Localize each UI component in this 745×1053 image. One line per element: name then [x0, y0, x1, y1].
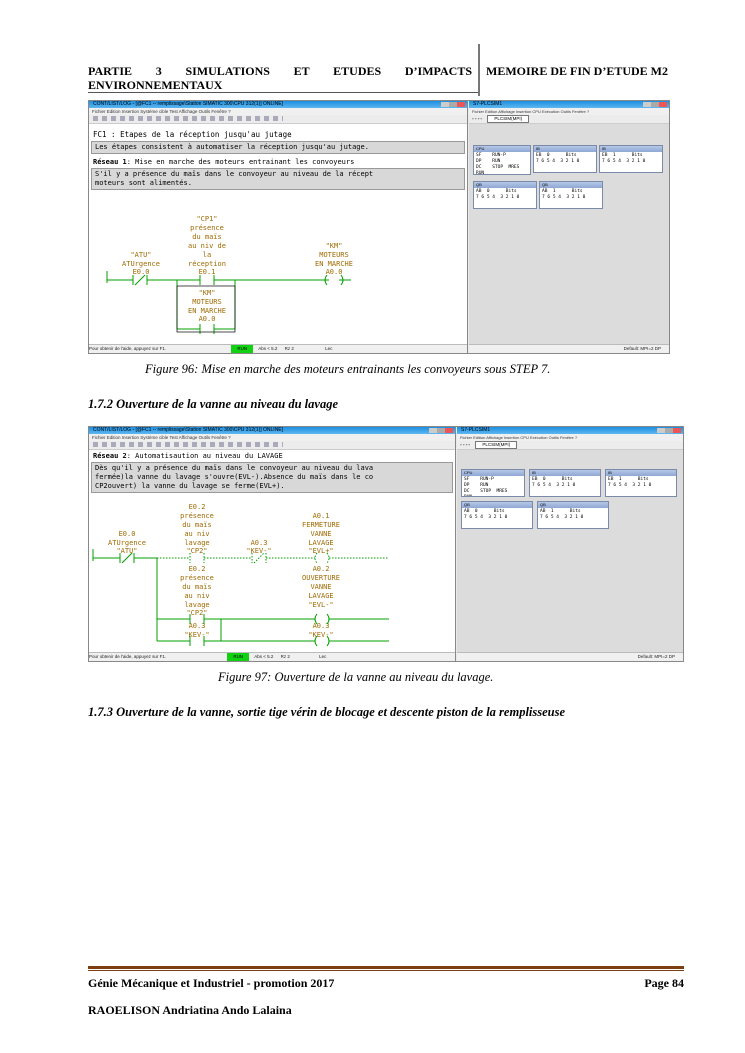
status-run: RUN: [227, 653, 249, 661]
coil1-address: A0.1: [312, 512, 330, 520]
plcsim-title-bar: [457, 427, 683, 434]
cpu-panel-body[interactable]: SF RUN-P DP RUN DC STOP MRES RUN: [476, 153, 520, 175]
coil1-comment-3: LAVAGE: [308, 539, 334, 547]
qb0-panel[interactable]: [461, 501, 533, 529]
atu-address: E0.0: [132, 268, 150, 276]
window-controls[interactable]: [657, 428, 681, 433]
plcsim-connection-select[interactable]: PLCSIM(MPI): [487, 115, 529, 123]
atu-symbol: "ATU": [130, 251, 152, 259]
network-header: [89, 450, 455, 460]
ladder-network-1: [89, 213, 467, 343]
cp2b-comment-4: lavage: [184, 601, 210, 609]
fc-title: FC1 : Etapes de la réception jusqu'au jutage: [93, 130, 292, 139]
plcsim-title: S7-PLCSIM1: [473, 101, 503, 107]
cp1-comment-3: au niv de: [188, 242, 226, 250]
coil2-address: A0.2: [312, 565, 330, 573]
status-run: RUN: [231, 345, 253, 353]
plcsim-status-bar: [469, 344, 669, 353]
qb0-panel-body[interactable]: AB 0 Bits 7 6 5 4 3 2 1 0: [476, 189, 520, 200]
editor-toolbar[interactable]: [89, 441, 455, 450]
cp1-comment-5: réception: [188, 260, 226, 268]
qb0-panel[interactable]: [473, 181, 537, 209]
cpu-panel-title: CPU: [462, 470, 524, 476]
ladder-network-2: [89, 501, 455, 651]
ib1-panel-body[interactable]: EB 1 Bits 7 6 5 4 3 2 1 0: [602, 153, 646, 164]
ib0-panel-body[interactable]: EB 0 Bits 7 6 5 4 3 2 1 0: [532, 477, 576, 488]
section-heading-1-7-3: 1.7.3 Ouverture de la vanne, sortie tige vérin de blocage et descente piston de la remplisseuse: [88, 705, 566, 719]
coil3-address: A0.3: [312, 622, 330, 630]
cpu-panel-title: CPU: [474, 146, 530, 152]
plcsim-menu-bar[interactable]: Fichier Edition Affichage Insertion CPU Exécution Outils Fenêtre ?: [469, 108, 669, 115]
network-label: Réseau: [93, 452, 119, 460]
coil1-comment-1: FERMETURE: [302, 521, 340, 529]
cp1-comment-1: présence: [190, 224, 224, 232]
coil3-symbol: "KEV-": [308, 631, 334, 639]
ladder-diagram: [89, 213, 467, 343]
window-controls[interactable]: [643, 102, 667, 107]
qb1-panel-title: QB: [540, 182, 602, 188]
header-part-title: PARTIE 3 SIMULATIONS ET ETUDES D’IMPACTS: [88, 64, 472, 78]
ib1-panel-title: IB: [606, 470, 676, 476]
qb0-panel-body[interactable]: AB 0 Bits 7 6 5 4 3 2 1 0: [464, 509, 508, 520]
qb1-panel-body[interactable]: AB 1 Bits 7 6 5 4 3 2 1 0: [542, 189, 586, 200]
editor-title-bar: [89, 427, 455, 434]
km-contact-comment-1: MOTEURS: [192, 298, 222, 306]
atu-contact-slash: [135, 275, 145, 285]
cp2a-comment-2: du maïs: [182, 521, 212, 529]
status-hint: Pour obtenir de l'aide, appuyez sur F1.: [89, 654, 167, 659]
cp2b-comment-1: présence: [180, 574, 214, 582]
atu-comment: ATUrgence: [108, 539, 146, 547]
qb1-panel[interactable]: [539, 181, 603, 209]
editor-title: CONT/LIST/LOG - [@FC1 -- remplissage\Station SIMATIC 300\CPU 312(1)] ONLINE]: [93, 427, 284, 433]
coil2-symbol: "EVL-": [308, 601, 334, 609]
cpu-panel[interactable]: [461, 469, 525, 497]
running-header-left: [88, 64, 472, 92]
window-controls[interactable]: [441, 102, 465, 107]
running-header-right: MEMOIRE DE FIN D’ETUDE M2: [486, 64, 668, 78]
plcsim-menu-bar[interactable]: Fichier Edition Affichage Insertion CPU Exécution Outils Fenêtre ?: [457, 434, 683, 441]
footer-rule-thin: [88, 970, 684, 971]
cp1-address: E0.1: [198, 268, 216, 276]
figure-96-screenshot: [88, 100, 670, 354]
plcsim-title-bar: [469, 101, 669, 108]
atu-symbol: "ATU": [116, 547, 138, 555]
network-comment[interactable]: Dès qu'il y a présence du maïs dans le convoyeur au niveau du lava fermée)la vanne du lavage s'ouvre(EVL-).Absence du maïs dans le co CP2ouvert) la vanne du lavage se ferme(EVL+).: [91, 462, 453, 493]
ib0-panel[interactable]: [533, 145, 597, 173]
editor-status-bar: [89, 344, 467, 353]
ib1-panel-body[interactable]: EB 1 Bits 7 6 5 4 3 2 1 0: [608, 477, 652, 488]
plcsim-status-default: Default: MPI=2 DP: [623, 346, 661, 351]
ib0-panel-title: IB: [534, 146, 596, 152]
network-label: Réseau: [93, 158, 119, 166]
coil2-comment-2: VANNE: [310, 583, 332, 591]
cp2a-symbol: "CP2": [186, 547, 208, 555]
plcsim-title: S7-PLCSIM1: [461, 427, 491, 433]
editor-title: CONT/LIST/LOG - [@FC1 -- remplissage\Station SIMATIC 300\CPU 312(1)] ONLINE]: [93, 101, 284, 107]
footer-author: RAOELISON Andriatina Ando Lalaina: [88, 1003, 292, 1017]
qb1-panel[interactable]: [537, 501, 609, 529]
atu-comment: ATUrgence: [122, 260, 160, 268]
cpu-panel[interactable]: [473, 145, 531, 175]
header-part-title-line2: ENVIRONNEMENTAUX: [88, 78, 223, 92]
coil1-comment-2: VANNE: [310, 530, 332, 538]
network-header: [89, 154, 467, 166]
plcsim-window: [469, 101, 669, 353]
ladder-diagram: [89, 501, 455, 651]
cp1-comment-4: la: [202, 251, 212, 259]
cp2b-symbol: "CP2": [186, 609, 208, 617]
qb0-panel-title: QB: [462, 502, 532, 508]
header-rule: [88, 92, 478, 93]
km-coil-symbol: "KM": [325, 242, 343, 250]
status-rz: Rz 2: [280, 654, 290, 659]
km-coil-address: A0.0: [325, 268, 343, 276]
cp1-comment-2: du maïs: [192, 233, 222, 241]
atu-address: E0.0: [118, 530, 136, 538]
step7-editor-window: [89, 427, 456, 661]
status-mode: Lec: [325, 346, 333, 351]
coil2-comment-3: LAVAGE: [308, 592, 334, 600]
footer-page-number: Page 84: [644, 976, 684, 990]
editor-menu-bar[interactable]: Fichier Edition Insertion Système cible Test Affichage Outils Fenêtre ?: [89, 108, 467, 115]
cp2b-comment-3: au niv: [184, 592, 210, 600]
coil1-symbol: "EVL+": [308, 547, 334, 555]
status-abs: Abs < 5.2: [258, 346, 278, 351]
km-coil-comment-1: MOTEURS: [319, 251, 349, 259]
step7-editor-window: [89, 101, 468, 353]
kev-nc-address: A0.3: [250, 539, 268, 547]
cp2a-comment-3: au niv: [184, 530, 210, 538]
status-mode: Lec: [319, 654, 327, 659]
network-number: 2: [122, 452, 127, 460]
cp2b-comment-2: du maïs: [182, 583, 212, 591]
editor-toolbar[interactable]: [89, 115, 467, 124]
section-heading-1-7-2: 1.7.2 Ouverture de la vanne au niveau du lavage: [88, 397, 338, 411]
figure-96-caption: Figure 96: Mise en marche des moteurs entrainants les convoyeurs sous STEP 7.: [145, 362, 551, 376]
qb0-panel-title: QB: [474, 182, 536, 188]
ib1-panel[interactable]: [605, 469, 677, 497]
window-controls[interactable]: [429, 428, 453, 433]
qb1-panel-body[interactable]: AB 1 Bits 7 6 5 4 3 2 1 0: [540, 509, 584, 520]
km-contact-comment-2: EN MARCHE: [188, 307, 226, 315]
km-coil-comment-2: EN MARCHE: [315, 260, 353, 268]
status-rz: Rz 2: [284, 346, 294, 351]
ib0-panel[interactable]: [529, 469, 601, 497]
kev-no-address: A0.3: [188, 622, 206, 630]
ib0-panel-body[interactable]: EB 0 Bits 7 6 5 4 3 2 1 0: [536, 153, 580, 164]
cp2a-comment-1: présence: [180, 512, 214, 520]
cp1-symbol: "CP1": [196, 215, 218, 223]
km-contact-symbol: "KM": [198, 289, 216, 297]
km-contact-address: A0.0: [198, 315, 216, 323]
cp2a-address: E0.2: [188, 503, 206, 511]
ib0-panel-title: IB: [530, 470, 600, 476]
footer-rule-thick: [88, 966, 684, 969]
toolbar-icons: ▫ ▫ ▫ ▫: [472, 116, 483, 121]
kev-nc-symbol: "KEV-": [246, 547, 272, 555]
footer-program: Génie Mécanique et Industriel - promotion 2017: [88, 976, 335, 990]
editor-title-bar: [89, 101, 467, 108]
editor-menu-bar[interactable]: Fichier Edition Insertion Système cible Test Affichage Outils Fenêtre ?: [89, 434, 455, 441]
editor-status-bar: [89, 652, 455, 661]
toolbar-icons: ▫ ▫ ▫ ▫: [460, 442, 471, 447]
cp2a-comment-4: lavage: [184, 539, 210, 547]
figure-97-screenshot: [88, 426, 684, 662]
plcsim-status-default: Default: MPI=2 DP: [637, 654, 675, 659]
status-hint: Pour obtenir de l'aide, appuyez sur F1.: [89, 346, 167, 351]
qb1-panel-title: QB: [538, 502, 608, 508]
plcsim-toolbar[interactable]: [469, 115, 669, 124]
plcsim-toolbar[interactable]: [457, 441, 683, 450]
plcsim-window: [457, 427, 683, 661]
status-abs: Abs < 5.2: [254, 654, 274, 659]
ib1-panel-title: IB: [600, 146, 662, 152]
plcsim-connection-select[interactable]: PLCSIM(MPI): [475, 441, 517, 449]
network-number: 1: [122, 158, 127, 166]
kev-no-symbol: "KEV-": [184, 631, 210, 639]
header-divider: [478, 44, 480, 96]
network-comment[interactable]: S'il y a présence du maïs dans le convoyeur au niveau de la récept moteurs sont alimentés.: [91, 168, 465, 190]
figure-97-caption: Figure 97: Ouverture de la vanne au niveau du lavage.: [218, 670, 494, 684]
coil2-comment-1: OUVERTURE: [302, 574, 340, 582]
cp2b-address: E0.2: [188, 565, 206, 573]
plcsim-status-bar: [457, 652, 683, 661]
cpu-panel-body[interactable]: SF RUN-P DP RUN DC STOP MRES: [464, 477, 508, 494]
network-title: : Automatisaution au niveau du LAVAGE: [126, 452, 283, 460]
fc-comment[interactable]: Les étapes consistent à automatiser la réception jusqu'au jutage.: [91, 141, 465, 154]
ib1-panel[interactable]: [599, 145, 663, 173]
network-title: : Mise en marche des moteurs entrainant les convoyeurs: [126, 158, 355, 166]
